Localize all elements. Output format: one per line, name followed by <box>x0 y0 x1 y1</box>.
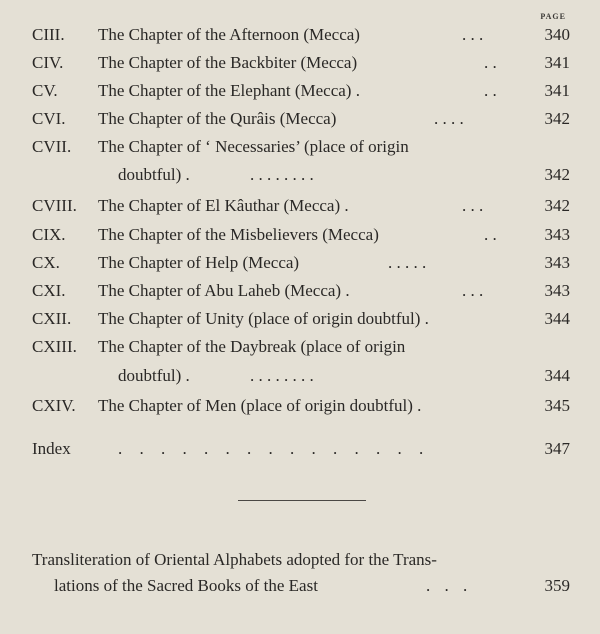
entry-page: 343 <box>544 253 570 272</box>
entry-page: 344 <box>544 309 570 328</box>
entry-number: CX. <box>32 253 60 272</box>
entry-number: CXIII. <box>32 337 77 356</box>
entry-title: The Chapter of the Elephant (Mecca) . <box>98 81 360 100</box>
entry-title: The Chapter of the Daybreak (place of origin <box>98 337 406 356</box>
leader-dots: . . . <box>462 196 484 215</box>
entry-number: CXI. <box>32 281 66 300</box>
leader-dots: . . . . <box>434 109 464 128</box>
leader-dots: . . . . . <box>388 253 427 272</box>
entry-title: The Chapter of Men (place of origin doubtful) . <box>98 396 422 415</box>
entry-page: 343 <box>544 225 570 244</box>
leader-dots: . . . . . . . . . . . . . . . <box>118 439 424 458</box>
entry-number: CXIV. <box>32 396 76 415</box>
entry-number: CIX. <box>32 225 66 244</box>
leader-dots: . . <box>484 53 497 72</box>
entry-page: 341 <box>544 81 570 100</box>
entry-title: The Chapter of El Kâuthar (Mecca) . <box>98 196 349 215</box>
leader-dots: . . <box>484 225 497 244</box>
entry-page: 342 <box>544 165 570 184</box>
entry-page: 344 <box>544 366 570 385</box>
entry-number: CIII. <box>32 25 65 44</box>
entry-page: 342 <box>544 196 570 215</box>
entry-page: 341 <box>544 53 570 72</box>
entry-title-continued: lations of the Sacred Books of the East <box>54 576 318 595</box>
entry-page: 359 <box>544 576 570 595</box>
leader-dots: . . . . . . . . <box>250 165 314 184</box>
entry-title: The Chapter of the Afternoon (Mecca) <box>98 25 360 44</box>
entry-title: Transliteration of Oriental Alphabets adopted for the Trans- <box>32 550 437 569</box>
entry-page: 347 <box>544 439 570 458</box>
entry-page: 340 <box>544 25 570 44</box>
entry-title: The Chapter of Abu Laheb (Mecca) . <box>98 281 350 300</box>
entry-number: CVI. <box>32 109 66 128</box>
entry-page: 345 <box>544 396 570 415</box>
entry-title: The Chapter of the Qurâis (Mecca) <box>98 109 337 128</box>
leader-dots: . . . <box>426 576 468 595</box>
page-column-label: PAGE <box>540 12 566 21</box>
entry-title: The Chapter of the Backbiter (Mecca) <box>98 53 358 72</box>
entry-number: CVIII. <box>32 196 77 215</box>
entry-page: 342 <box>544 109 570 128</box>
leader-dots: . . . <box>462 25 484 44</box>
entry-number: Index <box>32 439 71 458</box>
entry-number: CV. <box>32 81 58 100</box>
entry-title-continued: doubtful) . <box>118 366 190 385</box>
entry-title: The Chapter of ‘ Necessaries’ (place of origin <box>98 137 409 156</box>
entry-page: 343 <box>544 281 570 300</box>
entry-number: CVII. <box>32 137 72 156</box>
leader-dots: . . . <box>462 281 484 300</box>
section-divider <box>238 500 366 501</box>
entry-title: The Chapter of Help (Mecca) <box>98 253 300 272</box>
entry-title: The Chapter of the Misbelievers (Mecca) <box>98 225 379 244</box>
leader-dots: . . <box>484 81 497 100</box>
entry-title-continued: doubtful) . <box>118 165 190 184</box>
entry-number: CIV. <box>32 53 64 72</box>
entry-number: CXII. <box>32 309 72 328</box>
leader-dots: . . . . . . . . <box>250 366 314 385</box>
entry-title: The Chapter of Unity (place of origin doubtful) . <box>98 309 429 328</box>
